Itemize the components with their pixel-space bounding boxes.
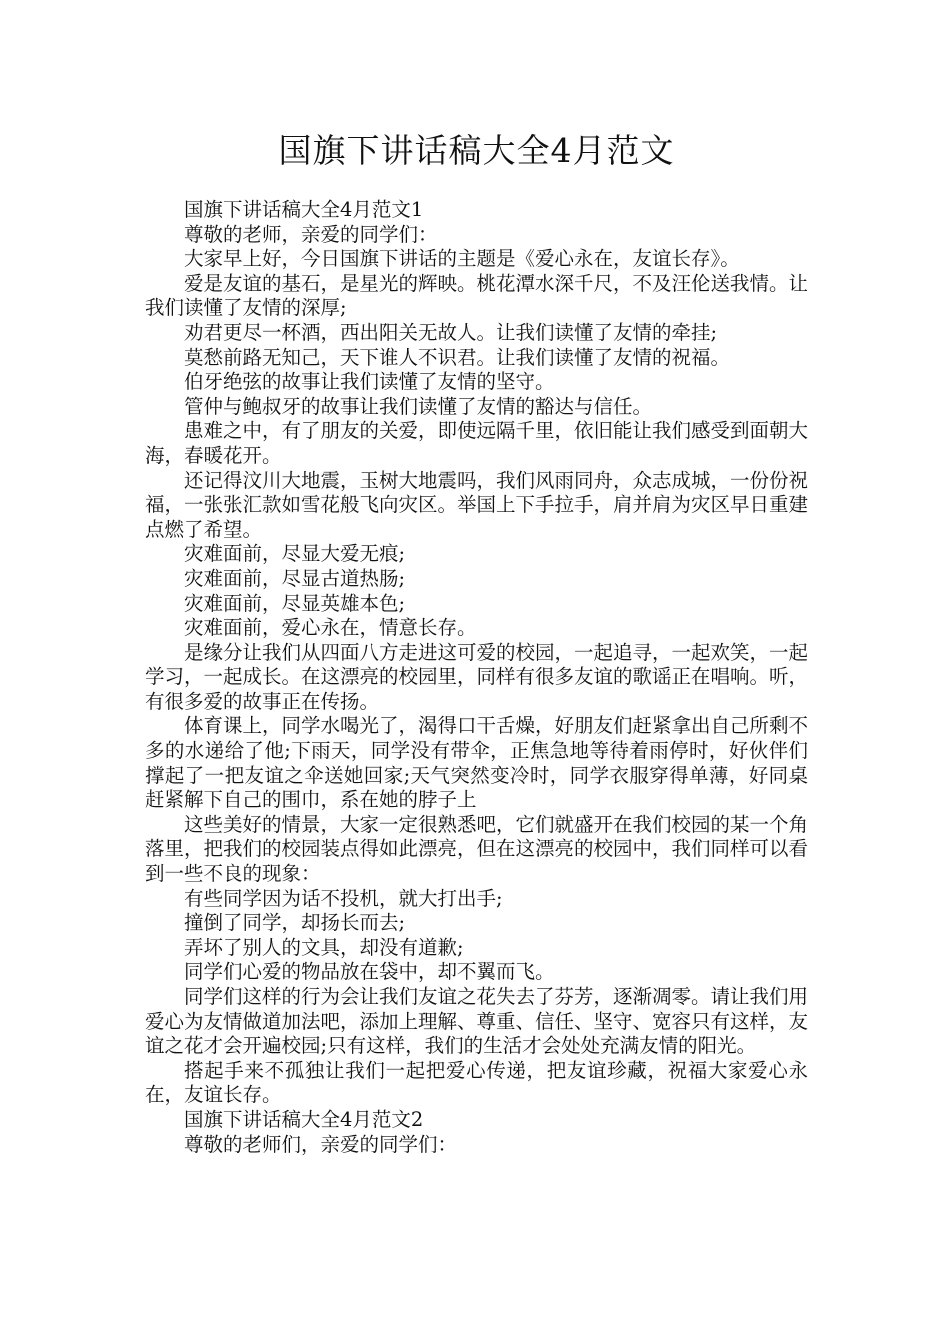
document-page [145, 128, 808, 1157]
paragraph: 尊敬的老师，亲爱的同学们： [184, 222, 438, 246]
paragraph: 劝君更尽一杯酒，西出阳关无故人。让我们读懂了友情的牵挂; [184, 320, 718, 344]
paragraph: 还记得汶川大地震，玉树大地震吗，我们风雨同舟，众志成城，一份份祝福，一张张汇款如雪花般飞向灾区。举国上下手拉手，肩并肩为灾区早日重建点燃了希望。 [145, 468, 809, 541]
paragraph: 体育课上，同学水喝光了，渴得口干舌燥，好朋友们赶紧拿出自己所剩不多的水递给了他;下雨天，同学没有带伞，正焦急地等待着雨停时，好伙伴们撑起了一把友谊之伞送她回家;天气突然变冷时，同学衣服穿得单薄，好同桌赶紧解下自己的围巾，系在她的脖子上 [145, 714, 809, 812]
document-title: 国旗下讲话稿大全4月范文 [278, 131, 675, 170]
paragraph: 伯牙绝弦的故事让我们读懂了友情的坚守。 [184, 370, 555, 394]
paragraph: 是缘分让我们从四面八方走进这可爱的校园，一起追寻，一起欢笑，一起学习，一起成长。在这漂亮的校园里，同样有很多友谊的歌谣正在唱响。听，有很多爱的故事正在传扬。 [145, 640, 809, 713]
paragraph: 撞倒了同学，却扬长而去; [184, 911, 406, 935]
paragraph: 灾难面前，尽显英雄本色; [184, 591, 406, 615]
paragraph: 爱是友谊的基石，是星光的辉映。桃花潭水深千尺，不及汪伦送我情。让我们读懂了友情的深厚; [145, 271, 809, 320]
paragraph: 管仲与鲍叔牙的故事让我们读懂了友情的豁达与信任。 [184, 394, 653, 418]
paragraph: 灾难面前，爱心永在，情意长存。 [184, 616, 477, 640]
paragraph: 同学们心爱的物品放在袋中，却不翼而飞。 [184, 960, 555, 984]
paragraph: 灾难面前，尽显大爱无痕; [184, 542, 406, 566]
paragraph: 大家早上好，今日国旗下讲话的主题是《爱心永在，友谊长存》。 [184, 247, 740, 271]
paragraph: 弄坏了别人的文具，却没有道歉; [184, 935, 464, 959]
document-body [145, 198, 808, 1157]
paragraph: 尊敬的老师们，亲爱的同学们： [184, 1132, 458, 1156]
paragraph: 国旗下讲话稿大全4月范文1 [184, 198, 424, 221]
paragraph: 搭起手来不孤独让我们一起把爱心传递，把友谊珍藏，祝福大家爱心永在，友谊长存。 [145, 1058, 808, 1107]
paragraph: 患难之中，有了朋友的关爱，即使远隔千里，依旧能让我们感受到面朝大海，春暖花开。 [145, 419, 809, 467]
paragraph: 国旗下讲话稿大全4月范文2 [184, 1107, 424, 1131]
paragraph: 灾难面前，尽显古道热肠; [184, 566, 406, 590]
paragraph: 这些美好的情景，大家一定很熟悉吧，它们就盛开在我们校园的某一个角落里，把我们的校园装点得如此漂亮，但在这漂亮的校园中，我们同样可以看到一些不良的现象： [145, 812, 809, 886]
paragraph: 莫愁前路无知己，天下谁人不识君。让我们读懂了友情的祝福。 [184, 345, 731, 369]
paragraph: 有些同学因为话不投机，就大打出手; [184, 886, 503, 910]
paragraph: 同学们这样的行为会让我们友谊之花失去了芬芳，逐渐凋零。请让我们用爱心为友情做道加法吧，添加上理解、尊重、信任、坚守、宽容只有这样，友谊之花才会开遍校园;只有这样，我们的生活才会处处充满友情的阳光。 [145, 985, 809, 1058]
